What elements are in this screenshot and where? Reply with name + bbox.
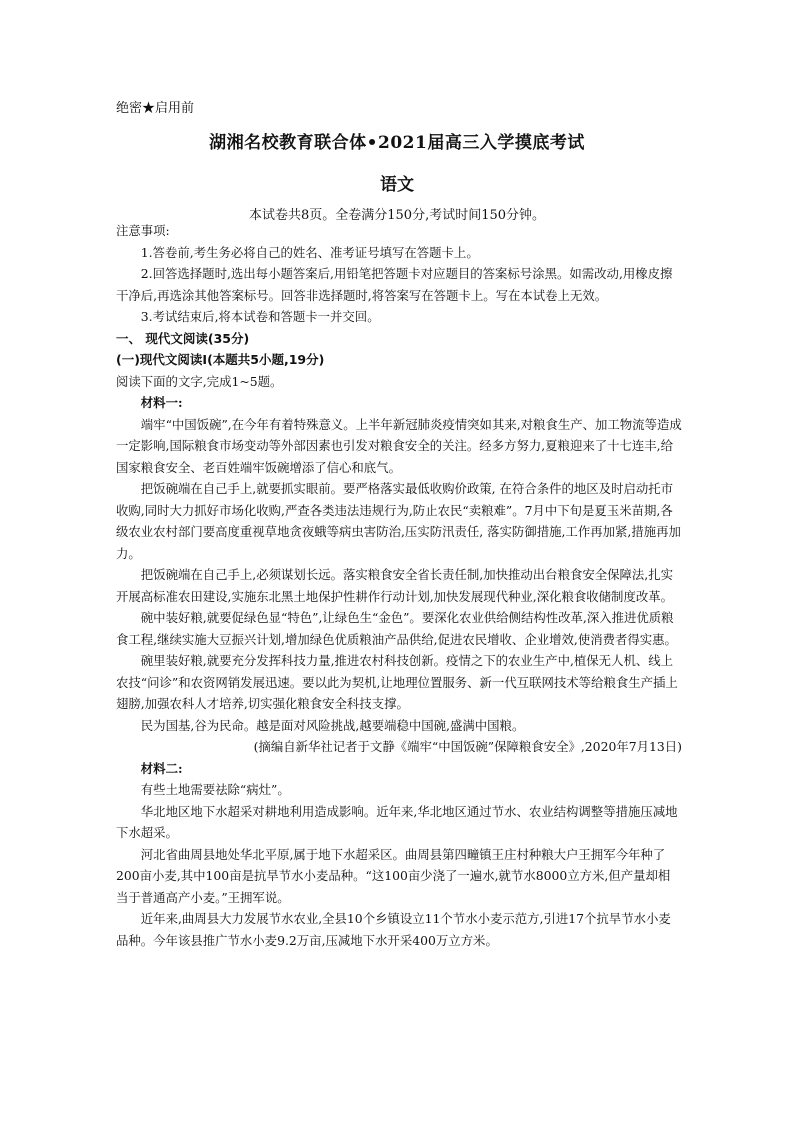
section-title: 一、 现代文阅读(35分) [116,330,250,346]
notice-item-3: 3.考试结束后,将本试卷和答题卡一并交回。 [140,309,380,324]
notice-heading: 注意事项: [116,223,170,238]
section-instruction: 阅读下面的文字,完成1~5题。 [116,373,283,389]
material2-paragraph: 近年来,曲周县大力发展节水农业,全县10个乡镇设立11个节水小麦示范方,引进17个抗旱节水小麦品种。今年该县推广节水小麦9.2万亩,压减地下水开采400万立方米。 [116,911,671,948]
exam-info: 本试卷共8页。全卷满分150分,考试时间150分钟。 [248,208,546,223]
material1-paragraph: 把饭碗端在自己手上,必须谋划长远。落实粮食安全省长责任制,加快推动出台粮食安全保障法,扎实开展高标准农田建设,实施东北黑土地保护性耕作行动计划,加快发展现代种业,深化粮食收储制度改革。 [116,567,674,604]
notice-item-1: 1.答卷前,考生务必将自己的姓名、准考证号填写在答题卡上。 [140,244,479,260]
material1-paragraph: 把饭碗端在自己手上,就要抓实眼前。要严格落实最低收购价政策, 在符合条件的地区及时启动托市收购,同时大力抓好市场化收购,严查各类违法违规行为,防止农民“卖粮难”。7月中下旬是夏玉米苗期,各级农业农村部门要高度重视草地贪夜蛾等病虫害防治,压实防汛责任, 落实防御措施,工作再加紧,措施再加力。 [116,481,681,561]
material2-paragraph: 河北省曲周县地处华北平原,属于地下水超采区。曲周县第四疃镇王庄村种粮大户王拥军今年种了200亩小麦,其中100亩是抗旱节水小麦品种。“这100亩少浇了一遍水,就节水8000立方米,但产量却相当于普通高产小麦。”王拥军说。 [116,846,671,905]
material1-paragraph: 碗中装好粮,就要促绿色显“特色”,让绿色生“金色”。要深化农业供给侧结构性改革,深入推进优质粮食工程,继续实施大豆振兴计划,增加绿色优质粮油产品供给,促进农民增收、企业增效,使消费者得实惠。 [116,610,677,647]
exam-title: 湖湘名校教育联合体•2021届高三入学摸底考试 [209,133,585,153]
material1-source: (摘编自新华社记者于文静《端牢“中国饭碗”保障粮食安全》,2020年7月13日) [253,739,682,754]
material2-paragraph: 有些土地需要祛除“病灶”。 [140,782,290,797]
material1-label: 材料一: [140,395,183,410]
material1-paragraph: 民为国基,谷为民命。越是面对风险挑战,越要端稳中国碗,盛满中国粮。 [140,717,525,733]
material2-label: 材料二: [140,760,183,776]
material1-paragraph: 端牢“中国饭碗”,在今年有着特殊意义。上半年新冠肺炎疫情突如其来,对粮食生产、加工物流等造成一定影响,国际粮食市场变动等外部因素也引发对粮食安全的关注。经多方努力,夏粮迎来了十七连丰,给国家粮食安全、老百姓端牢饭碗增添了信心和底气。 [116,416,682,475]
section-subtitle: (一)现代文阅读Ⅰ(本题共5小题,19分) [116,352,325,367]
exam-body [116,220,682,951]
subject-title: 语文 [380,175,414,195]
notice-item-2: 2.回答选择题时,选出每小题答案后,用铅笔把答题卡对应题目的答案标号涂黑。如需改动,用橡皮擦干净后,再选涂其他答案标号。回答非选择题时,将答案写在答题卡上。写在本试卷上无效。 [116,266,673,303]
material1-paragraph: 碗里装好粮,就要充分发挥科技力量,推进农村科技创新。疫情之下的农业生产中,植保无人机、线上农技“问诊”和农资网销发展迅速。要以此为契机,让地理位置服务、新一代互联网技术等给粮食生产插上翅膀,加强农科人才培养,切实强化粮食安全科技支撑。 [116,653,678,711]
secret-mark: 绝密★启用前 [116,101,195,116]
material2-paragraph: 华北地区地下水超采对耕地利用造成影响。近年来,华北地区通过节水、农业结构调整等措施压减地下水超采。 [116,803,678,840]
